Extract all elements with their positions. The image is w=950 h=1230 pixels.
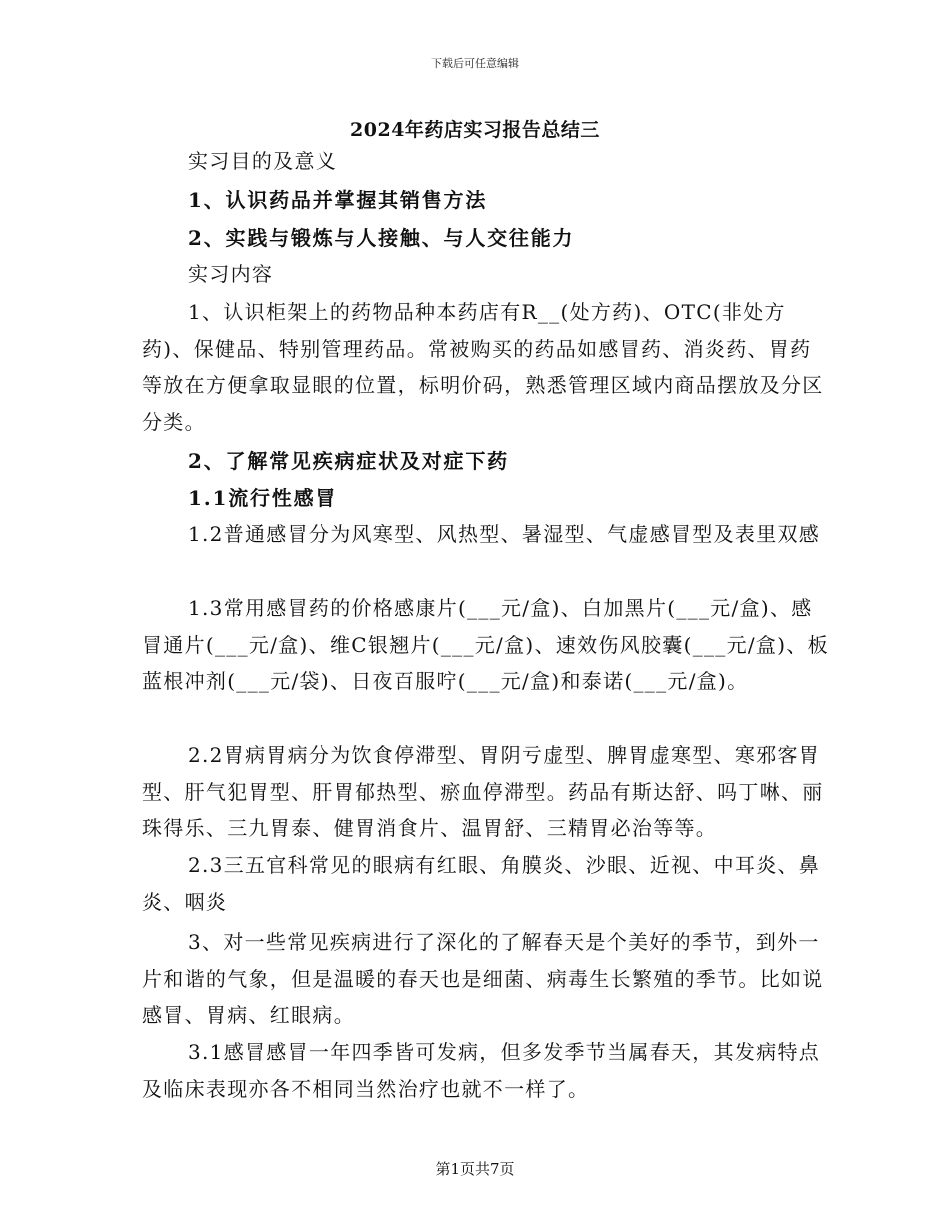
document-title: 2024年药店实习报告总结三 xyxy=(350,119,600,141)
paragraph-2-2: 2.2胃病胃病分为饮食停滞型、胃阴亏虚型、脾胃虚寒型、寒邪客胃型、肝气犯胃型、肝胃郁热型、瘀血停滞型。药品有斯达舒、吗丁啉、丽珠得乐、三九胃泰、健胃消食片、温胃舒、三精胃必治等等。 xyxy=(142,743,824,840)
section-heading-content: 实习内容 xyxy=(188,262,274,286)
purpose-item-2: 2、实践与锻炼与人接触、与人交往能力 xyxy=(188,226,575,250)
section-heading-purpose: 实习目的及意义 xyxy=(188,149,338,173)
paragraph-1-3: 1.3常用感冒药的价格感康片(___元/盒)、白加黑片(___元/盒)、感冒通片(___元/盒)、维C银翘片(___元/盒)、速效伤风胶囊(___元/盒)、板蓝根冲剂(___元/袋)、日夜百服咛(___元/盒)和泰诺(___元/盒)。 xyxy=(142,596,829,693)
subheading-1-1: 1.1流行性感冒 xyxy=(188,486,338,510)
paragraph-3-1: 3.1感冒感冒一年四季皆可发病，但多发季节当属春天，其发病特点及临床表现亦各不相同当然治疗也就不一样了。 xyxy=(142,1040,821,1101)
content-heading-2: 2、了解常见疾病症状及对症下药 xyxy=(188,449,509,473)
paragraph-3: 3、对一些常见疾病进行了深化的了解春天是个美好的季节，到外一片和谐的气象，但是温暖的春天也是细菌、病毒生长繁殖的季节。比如说感冒、胃病、红眼病。 xyxy=(142,930,824,1027)
page-footer-number: 第1页共7页 xyxy=(435,1160,515,1178)
content-paragraph-1: 1、认识柜架上的药物品种本药店有R__(处方药)、OTC(非处方药)、保健品、特别管理药品。常被购买的药品如感冒药、消炎药、胃药等放在方便拿取显眼的位置，标明价码，熟悉管理区域内商品摆放及分区分类。 xyxy=(142,300,824,434)
purpose-item-1: 1、认识药品并掌握其销售方法 xyxy=(188,188,488,212)
paragraph-2-3: 2.3三五官科常见的眼病有红眼、角膜炎、沙眼、近视、中耳炎、鼻炎、咽炎 xyxy=(142,853,821,914)
page-header-note: 下载后可任意编辑 xyxy=(431,57,519,70)
paragraph-1-2: 1.2普通感冒分为风寒型、风热型、暑湿型、气虚感冒型及表里双感 xyxy=(188,522,821,546)
